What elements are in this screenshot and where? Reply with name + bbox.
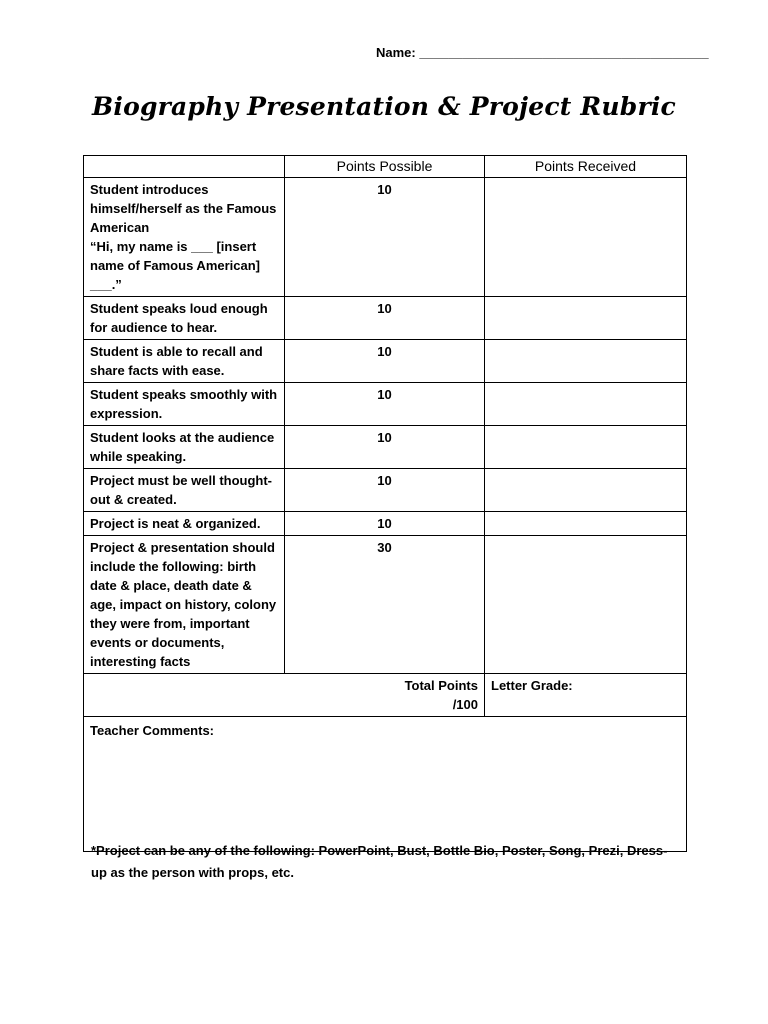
comments-row <box>84 717 687 852</box>
criterion-cell: Student is able to recall and share facts with ease. <box>84 340 285 383</box>
total-points-value: /100 <box>452 697 478 712</box>
table-header-row <box>84 156 687 178</box>
criterion-cell: Project is neat & organized. <box>84 512 285 536</box>
table-row <box>84 178 687 297</box>
table-row <box>84 512 687 536</box>
total-points-cell <box>84 674 485 717</box>
points-possible-cell: 10 <box>285 178 485 297</box>
table-row <box>84 340 687 383</box>
project-options-footnote: *Project can be any of the following: PowerPoint, Bust, Bottle Bio, Poster, Song, Prezi, Dress-up as the person with props, etc. <box>91 843 668 880</box>
total-row <box>84 674 687 717</box>
header-points-possible: Points Possible <box>285 156 485 178</box>
points-possible-cell: 10 <box>285 426 485 469</box>
header-points-received: Points Received <box>485 156 687 178</box>
rubric-table <box>83 155 687 852</box>
points-received-cell[interactable] <box>485 383 687 426</box>
table-row <box>84 469 687 512</box>
table-row <box>84 536 687 674</box>
criterion-cell: Student speaks smoothly with expression. <box>84 383 285 426</box>
table-row <box>84 426 687 469</box>
criterion-cell: Project must be well thought-out & created. <box>84 469 285 512</box>
points-possible-cell: 30 <box>285 536 485 674</box>
header-criterion <box>84 156 285 178</box>
points-possible-cell: 10 <box>285 297 485 340</box>
letter-grade-cell[interactable]: Letter Grade: <box>485 674 687 717</box>
criterion-cell: Student introduces himself/herself as the Famous American “Hi, my name is ___ [insert name of Famous American] ___.” <box>84 178 285 297</box>
criterion-cell: Student speaks loud enough for audience to hear. <box>84 297 285 340</box>
points-received-cell[interactable] <box>485 340 687 383</box>
points-received-cell[interactable] <box>485 178 687 297</box>
points-possible-cell: 10 <box>285 340 485 383</box>
table-row <box>84 383 687 426</box>
criterion-cell: Student looks at the audience while speaking. <box>84 426 285 469</box>
points-received-cell[interactable] <box>485 536 687 674</box>
teacher-comments-cell[interactable]: Teacher Comments: <box>84 717 687 852</box>
total-points-label: Total Points <box>404 678 478 693</box>
points-received-cell[interactable] <box>485 512 687 536</box>
points-received-cell[interactable] <box>485 426 687 469</box>
points-received-cell[interactable] <box>485 469 687 512</box>
page-title: Biography Presentation & Project Rubric <box>92 92 676 121</box>
criterion-cell: Project & presentation should include the following: birth date & place, death date & age, impact on history, colony they were from, important events or documents, interesting facts <box>84 536 285 674</box>
points-possible-cell: 10 <box>285 512 485 536</box>
table-row <box>84 297 687 340</box>
points-possible-cell: 10 <box>285 469 485 512</box>
points-possible-cell: 10 <box>285 383 485 426</box>
points-received-cell[interactable] <box>485 297 687 340</box>
student-name-field[interactable]: Name: ________________________________________ <box>376 45 709 60</box>
